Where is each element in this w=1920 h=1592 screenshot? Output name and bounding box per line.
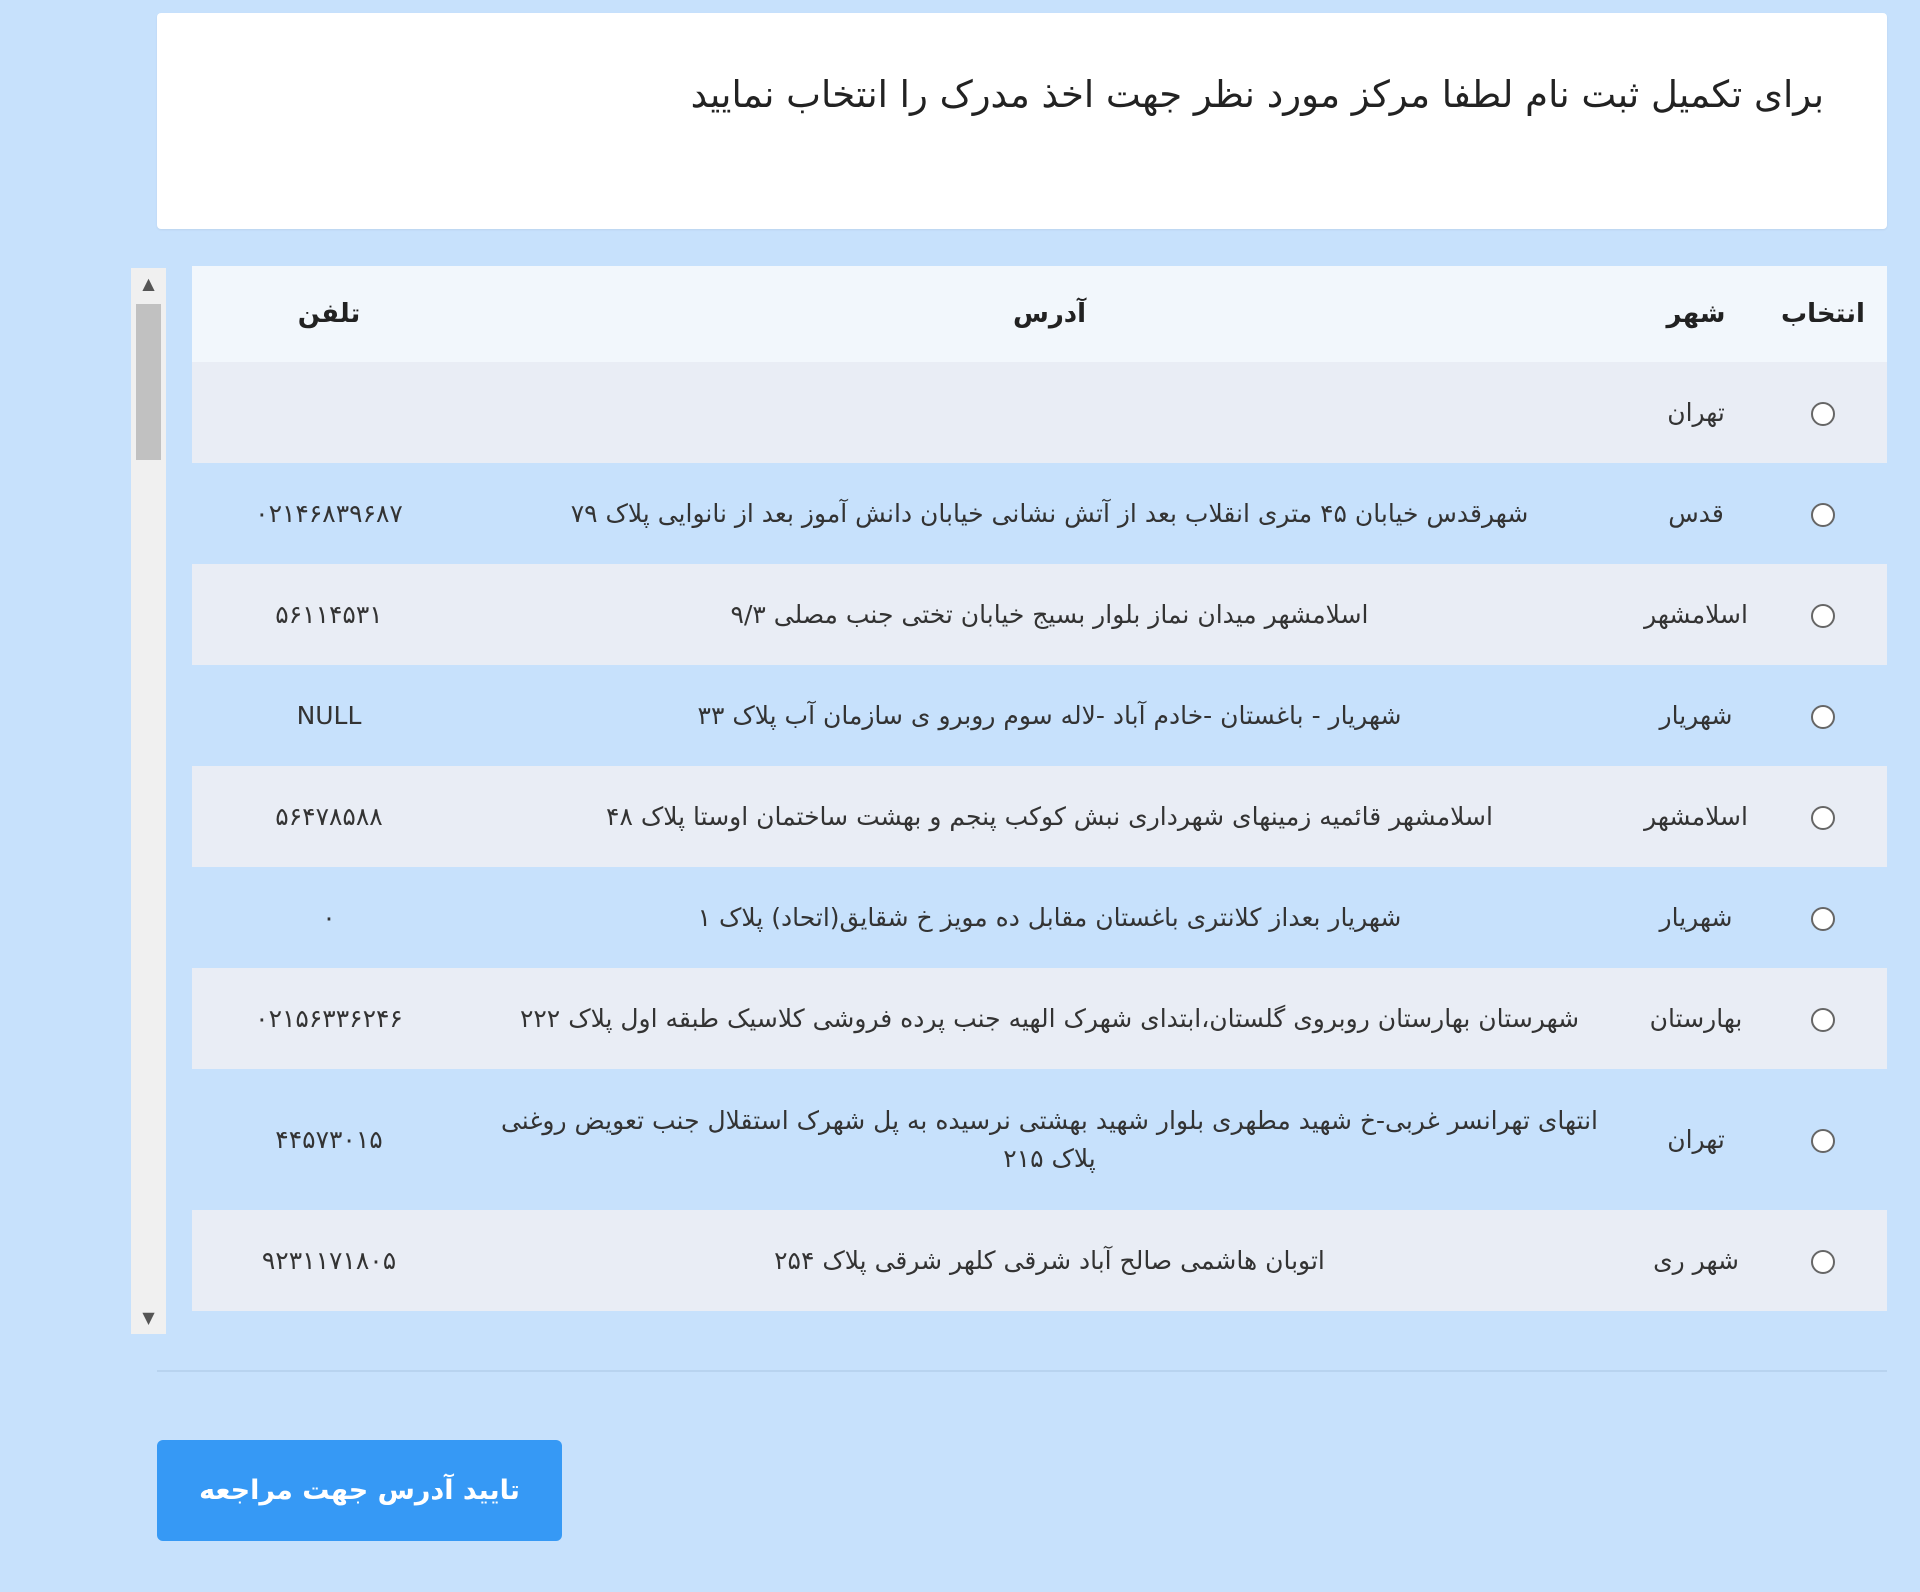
select-radio[interactable]	[1811, 1250, 1835, 1274]
phone-cell: ۹۲۳۱۱۷۱۸۰۵	[261, 1245, 397, 1275]
select-cell	[1759, 1069, 1887, 1210]
address-cell	[466, 362, 1633, 463]
phone-cell: ۴۴۵۷۳۰۱۵	[275, 1124, 383, 1154]
select-radio[interactable]	[1811, 1008, 1835, 1032]
phone-cell: ۰	[322, 902, 336, 932]
phone-cell: ۰۲۱۵۶۳۳۶۲۴۶	[255, 1003, 403, 1033]
select-cell	[1759, 867, 1887, 968]
page-title: برای تکمیل ثبت نام لطفا مرکز مورد نظر جهت اخذ مدرک را انتخاب نمایید	[690, 73, 1824, 116]
address-cell: اسلامشهر میدان نماز بلوار بسیج خیابان تختی جنب مصلی ۹/۳	[730, 599, 1369, 629]
select-radio[interactable]	[1811, 503, 1835, 527]
select-radio[interactable]	[1811, 1129, 1835, 1153]
city-cell: شهر ری	[1653, 1245, 1739, 1275]
city-cell: بهارستان	[1649, 1003, 1743, 1033]
scroll-up-icon[interactable]: ▲	[142, 274, 155, 293]
table-row[interactable]	[192, 766, 1887, 867]
address-cell: شهرقدس خیابان ۴۵ متری انقلاب بعد از آتش نشانی خیابان دانش آموز بعد از نانوایی پلاک ۷۹	[570, 498, 1529, 528]
instruction-card	[157, 13, 1887, 229]
table-row[interactable]	[192, 1210, 1887, 1311]
city-cell: اسلامشهر	[1644, 599, 1748, 629]
select-cell	[1759, 665, 1887, 766]
address-cell: شهریار - باغستان -خادم آباد -لاله سوم روبرو ی سازمان آب پلاک ۳۳	[697, 700, 1402, 730]
table-row[interactable]	[192, 362, 1887, 463]
table-body	[192, 362, 1887, 1311]
phone-cell: ۵۶۴۷۸۵۸۸	[275, 801, 383, 831]
select-cell	[1759, 564, 1887, 665]
phone-cell: ۰۲۱۴۶۸۳۹۶۸۷	[255, 498, 403, 528]
table-row[interactable]	[192, 1069, 1887, 1210]
select-radio[interactable]	[1811, 604, 1835, 628]
address-cell: شهرستان بهارستان روبروی گلستان،ابتدای شهرک الهیه جنب پرده فروشی کلاسیک طبقه اول پلاک ۲۲۲	[519, 1003, 1580, 1033]
centers-table	[192, 266, 1887, 1311]
address-cell: اتوبان هاشمی صالح آباد شرقی کلهر شرقی پلاک ۲۵۴	[774, 1245, 1325, 1275]
column-header-address: آدرس	[1012, 299, 1087, 329]
centers-table-container	[192, 266, 1887, 1320]
table-scrollbar[interactable]	[131, 268, 166, 1334]
table-header-row	[192, 266, 1887, 362]
column-header-select: انتخاب	[1781, 299, 1865, 329]
divider	[157, 1370, 1887, 1372]
city-cell: تهران	[1667, 1124, 1725, 1154]
select-cell	[1759, 1210, 1887, 1311]
table-row[interactable]	[192, 463, 1887, 564]
city-cell: قدس	[1668, 498, 1724, 528]
phone-cell: NULL	[296, 700, 362, 730]
scroll-thumb[interactable]	[136, 304, 161, 460]
select-cell	[1759, 463, 1887, 564]
city-cell: اسلامشهر	[1644, 801, 1748, 831]
select-radio[interactable]	[1811, 402, 1835, 426]
select-radio[interactable]	[1811, 907, 1835, 931]
table-row[interactable]	[192, 867, 1887, 968]
table-row[interactable]	[192, 968, 1887, 1069]
select-cell	[1759, 766, 1887, 867]
address-cell: انتهای تهرانسر غربی-خ شهید مطهری بلوار شهید بهشتی نرسیده به پل شهرک استقلال جنب تعویض روغنی پلاک ۲۱۵	[500, 1105, 1599, 1173]
phone-cell: ۵۶۱۱۴۵۳۱	[275, 599, 383, 629]
select-cell	[1759, 362, 1887, 463]
confirm-address-button[interactable]: تایید آدرس جهت مراجعه	[157, 1440, 562, 1541]
city-cell: شهریار	[1659, 700, 1733, 730]
table-row[interactable]	[192, 564, 1887, 665]
city-cell: تهران	[1667, 397, 1725, 427]
column-header-city: شهر	[1666, 299, 1726, 329]
select-cell	[1759, 968, 1887, 1069]
select-radio[interactable]	[1811, 806, 1835, 830]
scroll-down-icon[interactable]: ▼	[142, 1308, 155, 1327]
select-radio[interactable]	[1811, 705, 1835, 729]
city-cell: شهریار	[1659, 902, 1733, 932]
table-row[interactable]	[192, 665, 1887, 766]
phone-cell	[192, 362, 466, 463]
column-header-phone: تلفن	[297, 299, 361, 329]
address-cell: اسلامشهر قائمیه زمینهای شهرداری نبش کوکب پنجم و بهشت ساختمان اوستا پلاک ۴۸	[606, 801, 1493, 831]
address-cell: شهریار بعداز کلانتری باغستان مقابل ده مویز خ شقایق(اتحاد) پلاک ۱	[697, 902, 1402, 932]
